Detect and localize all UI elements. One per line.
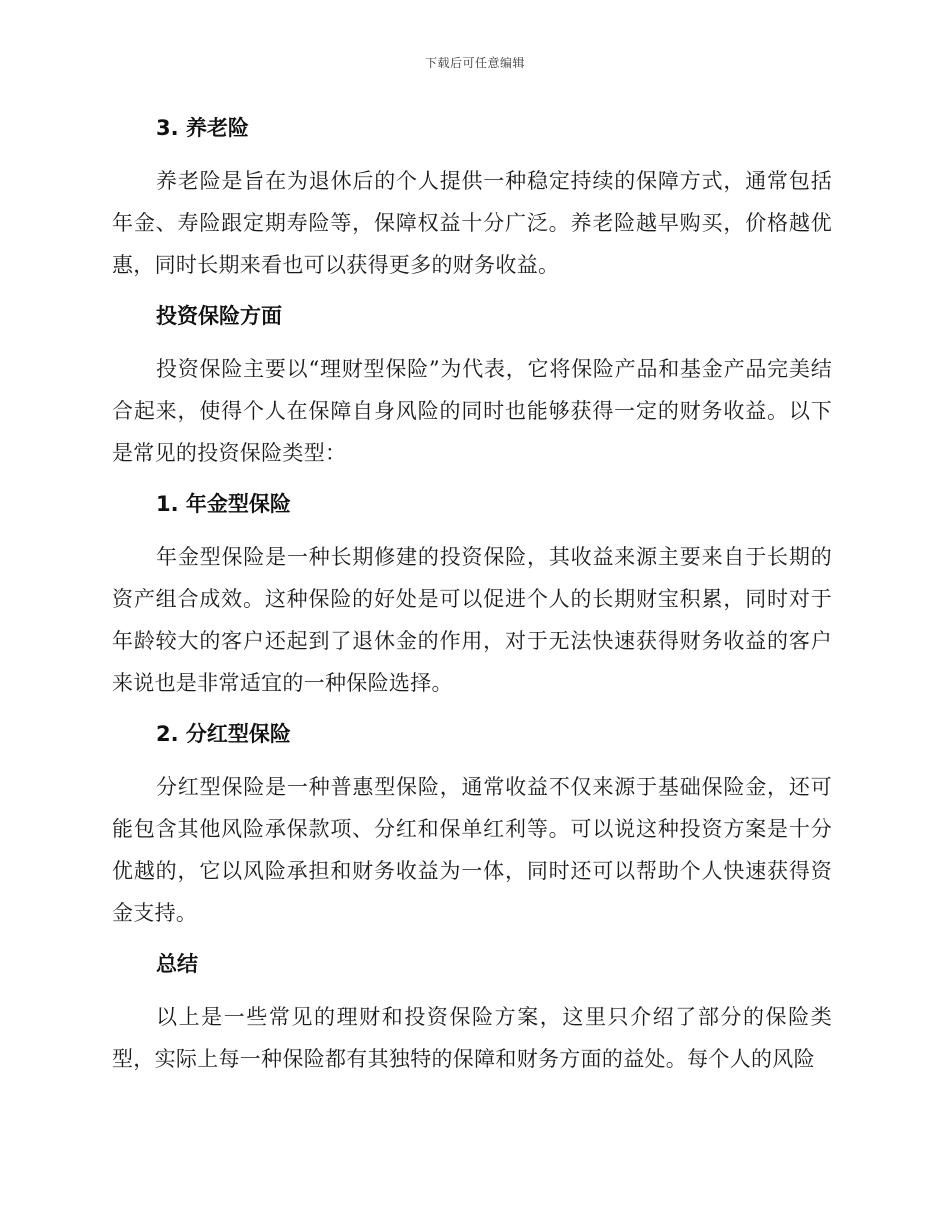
paragraph-summary: 以上是一些常见的理财和投资保险方案，这里只介绍了部分的保险类型，实际上每一种保险都有其独特的保障和财务方面的益处。每个人的风险 xyxy=(112,1005,832,1071)
section-heading-investment-insurance: 投资保险方面 xyxy=(156,304,282,328)
section-heading-dividend: 2. 分红型保险 xyxy=(156,722,291,746)
section-heading-annuity: 1. 年金型保险 xyxy=(156,492,291,516)
paragraph-dividend: 分红型保险是一种普惠型保险，通常收益不仅来源于基础保险金，还可能包含其他风险承保款项、分红和保单红利等。可以说这种投资方案是十分优越的，它以风险承担和财务收益为一体，同时还可以帮助个人快速获得资金支持。 xyxy=(112,775,832,925)
section-heading-summary: 总结 xyxy=(156,952,198,976)
header-note: 下载后可任意编辑 xyxy=(424,56,525,70)
paragraph-pension: 养老险是旨在为退休后的个人提供一种稳定持续的保障方式，通常包括年金、寿险跟定期寿险等，保障权益十分广泛。养老险越早购买，价格越优惠，同时长期来看也可以获得更多的财务收益。 xyxy=(112,169,832,277)
paragraph-annuity: 年金型保险是一种长期修建的投资保险，其收益来源主要来自于长期的资产组合成效。这种保险的好处是可以促进个人的长期财宝积累，同时对于年龄较大的客户还起到了退休金的作用，对于无法快速获得财务收益的客户来说也是非常适宜的一种保险选择。 xyxy=(112,545,832,695)
document-body xyxy=(112,108,832,1090)
section-heading-pension: 3. 养老险 xyxy=(156,116,249,140)
paragraph-investment-insurance: 投资保险主要以“理财型保险”为代表，它将保险产品和基金产品完美结合起来，使得个人在保障自身风险的同时也能够获得一定的财务收益。以下是常见的投资保险类型： xyxy=(112,357,832,465)
